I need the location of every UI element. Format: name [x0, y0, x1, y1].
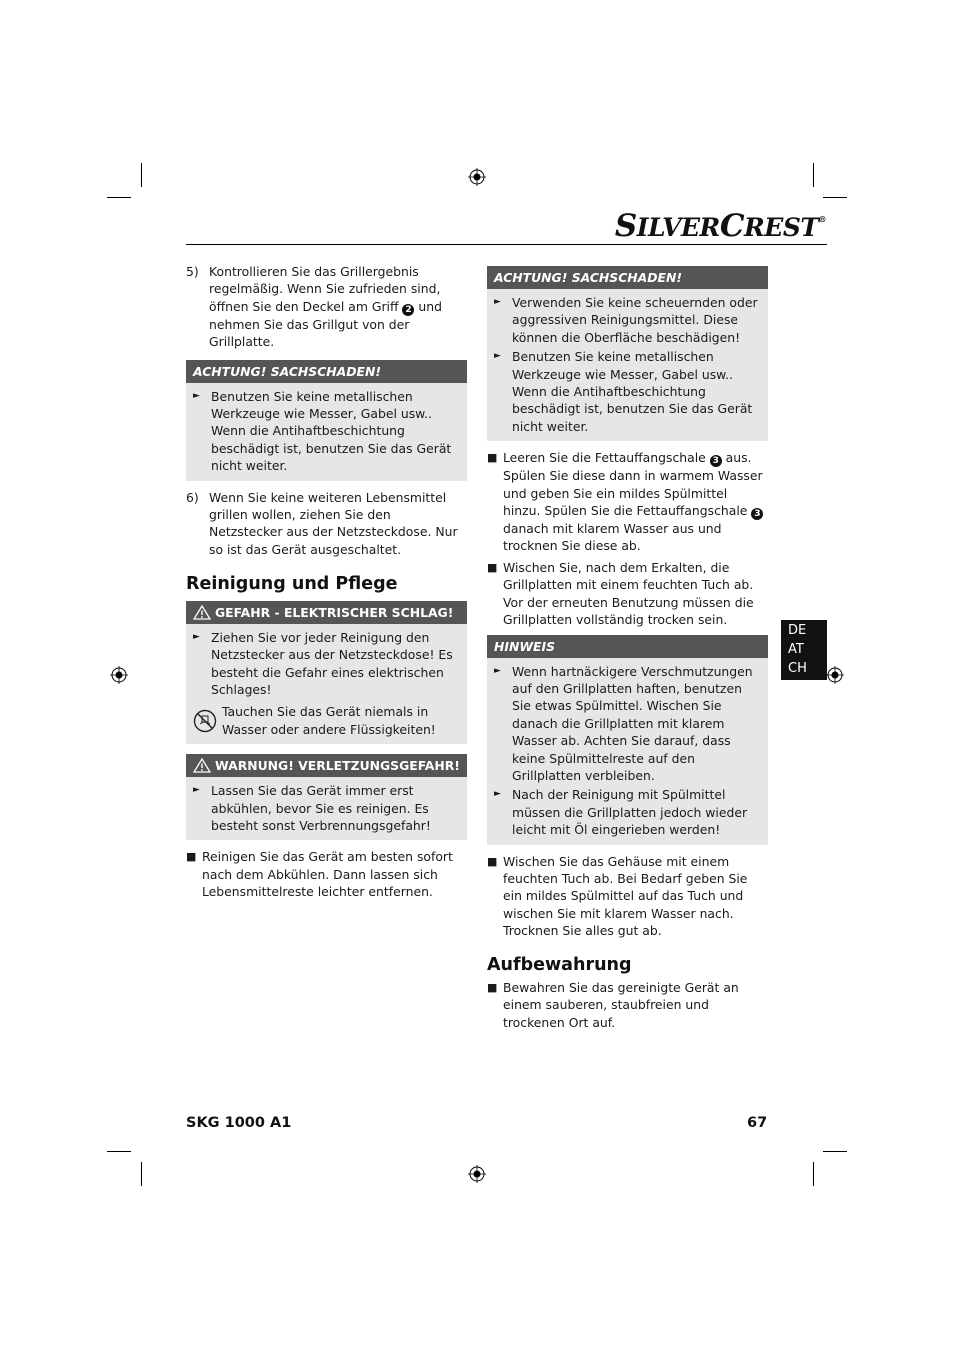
- danger-title: GEFAHR - ELEKTRISCHER SCHLAG!: [215, 604, 454, 620]
- warning-box: [186, 754, 467, 840]
- left-column: [186, 263, 467, 901]
- note-box: [487, 635, 768, 845]
- crop-mark: [823, 1151, 847, 1152]
- ref-3-icon: 3: [710, 455, 722, 467]
- brand-logo: SILVERCREST®: [614, 208, 826, 244]
- note-item: ► Nach der Reinigung mit Spülmittel müssen die Grillplatten jedoch wieder leicht mit Öl eingerieben werden!: [494, 787, 748, 838]
- bullet-item: ■ Wischen Sie das Gehäuse mit einem feuchten Tuch ab. Bei Bedarf geben Sie ein mildes Spülmittel auf das Tuch und wischen Sie mit klarem Wasser nach. Trocknen Sie alles gut ab.: [487, 853, 748, 939]
- section-heading-storage: Aufbewahrung: [487, 954, 632, 975]
- bullet-item: ■ Bewahren Sie das gereinigte Gerät an einem sauberen, staubfreien und trockenen Ort auf.: [487, 980, 739, 1030]
- caution-item: ► Verwenden Sie keine scheuernden oder aggressiven Reinigungsmittel. Diese können die Oberfläche beschädigen!: [494, 295, 758, 345]
- warning-item: ► Lassen Sie das Gerät immer erst abkühlen, bevor Sie es reinigen. Es besteht sonst Verbrennungsgefahr!: [193, 783, 431, 833]
- arrow-icon: ►: [494, 351, 501, 362]
- arrow-icon: ►: [193, 631, 200, 642]
- crop-mark: [107, 197, 131, 198]
- footer-model: SKG 1000 A1: [186, 1115, 292, 1131]
- right-column: [487, 266, 768, 1031]
- crop-mark: [813, 163, 814, 187]
- bullet-item: ■ Wischen Sie, nach dem Erkalten, die Grillplatten mit einem feuchten Tuch ab. Vor der erneuten Benutzung müssen die Grillplatten vollständig trocken sein.: [487, 559, 754, 628]
- arrow-icon: ►: [193, 785, 200, 796]
- no-water-note: Tauchen Sie das Gerät niemals in Wasser oder andere Flüssigkeiten!: [193, 703, 459, 738]
- warning-triangle-icon: [193, 605, 211, 620]
- registration-mark-icon: [468, 168, 486, 186]
- registration-mark-icon: [826, 666, 844, 684]
- danger-box: [186, 601, 467, 744]
- caution-item: ► Benutzen Sie keine metallischen Werkzeuge wie Messer, Gabel usw.. Wenn die Antihaftbeschichtung beschädigt ist, benutzen Sie das Gerät nicht weiter.: [494, 349, 753, 434]
- step-6: 6) Wenn Sie keine weiteren Lebensmittel grillen wollen, ziehen Sie den Netzstecker aus der Netzsteckdose. Nur so ist das Gerät ausgeschaltet.: [186, 489, 458, 557]
- language-at: AT: [788, 642, 804, 657]
- language-ch: CH: [788, 661, 807, 676]
- square-bullet-icon: ■: [487, 854, 498, 868]
- registration-mark-icon: [110, 666, 128, 684]
- crop-mark: [813, 1162, 814, 1186]
- language-tab: [781, 620, 827, 680]
- square-bullet-icon: ■: [487, 560, 498, 574]
- caution-title: ACHTUNG! SACHSCHADEN!: [487, 266, 768, 289]
- arrow-icon: ►: [494, 297, 501, 307]
- caution-title: ACHTUNG! SACHSCHADEN!: [186, 360, 467, 383]
- warning-triangle-icon: [193, 758, 211, 773]
- arrow-icon: ►: [494, 665, 501, 676]
- ref-3-icon: 3: [751, 508, 763, 520]
- page-number: 67: [747, 1115, 768, 1131]
- step-5: 5) Kontrollieren Sie das Grillergebnis regelmäßig. Wenn Sie zufrieden sind, öffnen Sie den Deckel am Griff 2 und nehmen Sie das Grillgut von der Grillplatte.: [186, 264, 442, 350]
- caution-box: [487, 266, 768, 441]
- square-bullet-icon: ■: [487, 981, 498, 994]
- caution-box: [186, 360, 467, 481]
- arrow-icon: ►: [193, 390, 200, 401]
- bullet-item: ■ Leeren Sie die Fettauffangschale 3 aus. Spülen Sie diese dann in warmem Wasser und geben Sie ein mildes Spülmittel hinzu. Spülen Sie die Fettauffangschale 3 danach mit klarem Wasser aus und trocknen Sie diese ab.: [487, 450, 763, 554]
- crop-mark: [107, 1151, 131, 1152]
- note-title: HINWEIS: [487, 635, 768, 658]
- warning-title: WARNUNG! VERLETZUNGSGEFAHR!: [215, 758, 460, 774]
- registration-mark-icon: [468, 1165, 486, 1183]
- no-immersion-icon: [193, 709, 217, 733]
- bullet-item: ■ Reinigen Sie das Gerät am besten sofort nach dem Abkühlen. Dann lassen sich Lebensmittelreste leichter entfernen.: [186, 849, 453, 900]
- ref-2-icon: 2: [402, 304, 414, 316]
- header-rule: [186, 244, 827, 245]
- crop-mark: [823, 197, 847, 198]
- language-de: DE: [788, 623, 807, 638]
- square-bullet-icon: ■: [487, 451, 498, 465]
- crop-mark: [141, 1162, 142, 1186]
- square-bullet-icon: ■: [186, 850, 197, 864]
- caution-item: ► Benutzen Sie keine metallischen Werkzeuge wie Messer, Gabel usw.. Wenn die Antihaftbeschichtung beschädigt ist, benutzen Sie das Gerät nicht weiter.: [193, 388, 452, 474]
- arrow-icon: ►: [494, 789, 501, 800]
- section-heading-cleaning: Reinigung und Pflege: [186, 574, 398, 595]
- crop-mark: [141, 163, 142, 187]
- note-item: ► Wenn hartnäckigere Verschmutzungen auf den Grillplatten haften, benutzen Sie etwas Spülmittel. Wischen Sie danach die Grillplatten mit klarem Wasser ab. Achten Sie darauf, dass keine Spülmittelreste auf den Grillplatten verbleiben.: [494, 663, 753, 783]
- danger-item: ► Ziehen Sie vor jeder Reinigung den Netzstecker aus der Netzsteckdose! Es besteht die Gefahr eines elektrischen Schlages!: [193, 629, 453, 697]
